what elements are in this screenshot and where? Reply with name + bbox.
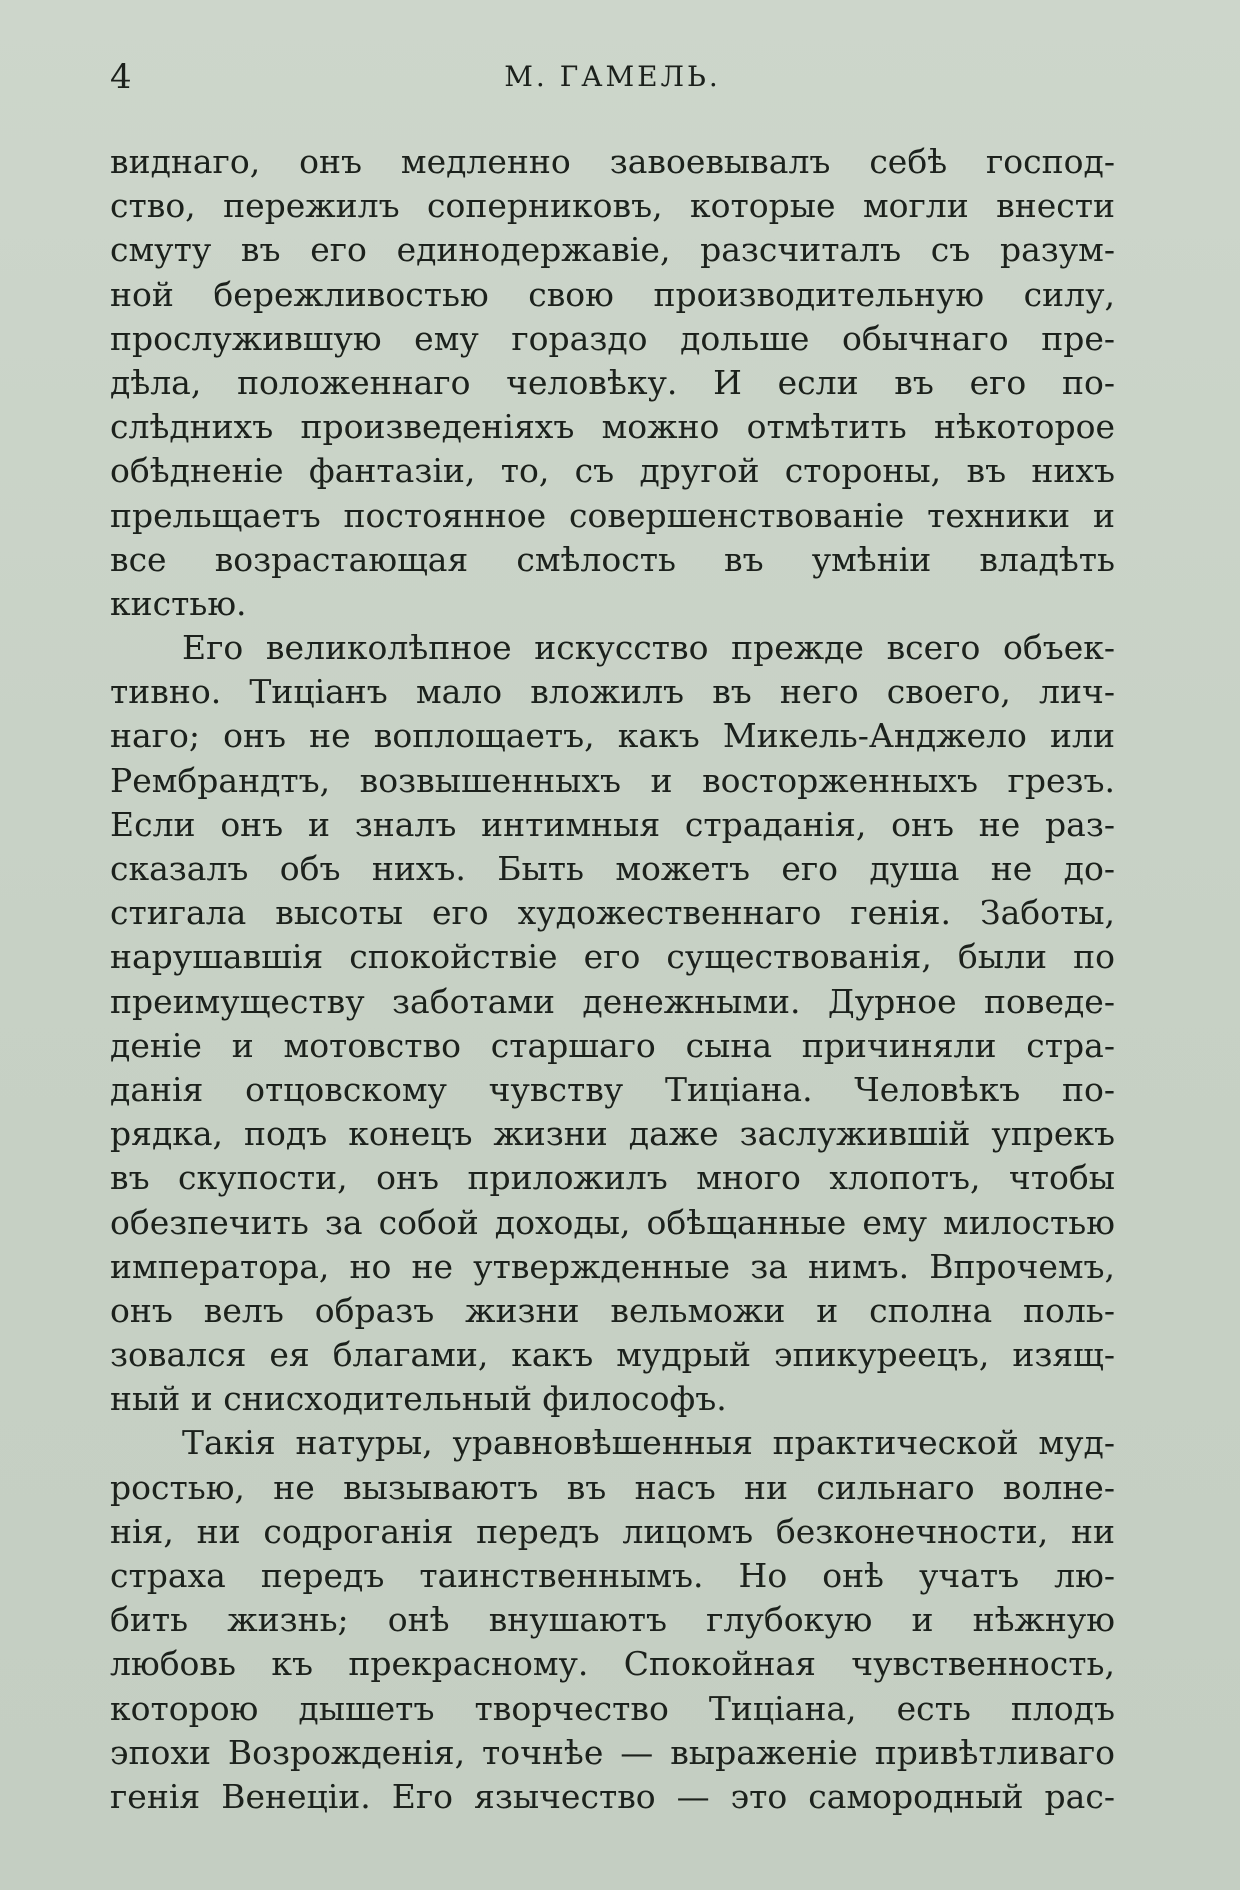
text-line: сказалъ объ нихъ. Быть можетъ его душа не до- [110, 849, 1115, 888]
text-line: обезпечить за собой доходы, обѣщанные ему милостью [110, 1202, 1115, 1242]
paragraph [110, 140, 1115, 626]
text-line: страха передъ таинственнымъ. Но онѣ учатъ лю- [110, 1556, 1115, 1595]
text-line: ный и снисходительный философъ. [110, 1379, 727, 1419]
text-line: стигала высоты его художественнаго генія. Заботы, [110, 893, 1115, 933]
text-line: нарушавшія спокойствіе его существованія, были по [110, 937, 1115, 977]
text-line: прослужившую ему гораздо дольше обычнаго пре- [110, 318, 1115, 358]
paragraph [110, 626, 1115, 1421]
text-line: преимуществу заботами денежными. Дурное поведе- [110, 981, 1115, 1021]
page-header [110, 52, 1115, 102]
text-line: ство, пережилъ соперниковъ, которые могли внести [110, 186, 1115, 226]
text-line: рядка, подъ конецъ жизни даже заслужившій упрекъ [110, 1114, 1115, 1154]
text-line: виднаго, онъ медленно завоевывалъ себѣ господ- [110, 142, 1115, 181]
text-line: любовь къ прекрасному. Спокойная чувственность, [110, 1644, 1115, 1684]
text-line: онъ велъ образъ жизни вельможи и сполна поль- [110, 1290, 1115, 1330]
text-line: Если онъ и зналъ интимныя страданія, онъ не раз- [110, 804, 1115, 844]
text-line: наго; онъ не воплощаетъ, какъ Микель-Анджело или [110, 716, 1115, 756]
text-line: императора, но не утвержденные за нимъ. Впрочемъ, [110, 1246, 1115, 1286]
text-line: въ скупости, онъ приложилъ много хлопотъ, чтобы [110, 1158, 1115, 1198]
page-number: 4 [110, 57, 132, 97]
running-head: М. ГАМЕЛЬ. [504, 60, 721, 93]
text-line: данія отцовскому чувству Тиціана. Человѣкъ по- [110, 1069, 1115, 1109]
text-line: эпохи Возрожденія, точнѣе — выраженіе привѣтливаго [110, 1732, 1115, 1772]
text-line: все возрастающая смѣлость въ умѣніи владѣть [110, 539, 1115, 579]
text-line: ростью, не вызываютъ въ насъ ни сильнаго волне- [110, 1467, 1115, 1507]
text-line: кистью. [110, 583, 247, 623]
text-line: прельщаетъ постоянное совершенствованіе техники и [110, 495, 1115, 535]
text-line: смуту въ его единодержавіе, разсчиталъ съ разум- [110, 230, 1115, 270]
text-line: зовался ея благами, какъ мудрый эпикуреецъ, изящ- [110, 1335, 1115, 1375]
text-line: бить жизнь; онѣ внушаютъ глубокую и нѣжную [110, 1600, 1115, 1640]
text-line: обѣдненіе фантазіи, то, съ другой стороны, въ нихъ [110, 451, 1115, 491]
text-line: Его великолѣпное искусство прежде всего объек- [182, 628, 1115, 668]
text-line: Рембрандтъ, возвышенныхъ и восторженныхъ грезъ. [110, 760, 1115, 800]
text-line: нія, ни содроганія передъ лицомъ безконечности, ни [110, 1511, 1115, 1551]
text-line: тивно. Тиціанъ мало вложилъ въ него своего, лич- [110, 672, 1115, 712]
text-line: слѣднихъ произведеніяхъ можно отмѣтить нѣкоторое [110, 407, 1115, 447]
text-line: дѣла, положеннаго человѣку. И если въ его по- [110, 362, 1115, 402]
text-line: которою дышетъ творчество Тиціана, есть плодъ [110, 1688, 1115, 1728]
text-line: ной бережливостью свою производительную силу, [110, 274, 1115, 314]
text-line: генія Венеціи. Его язычество — это самородный рас- [110, 1776, 1115, 1816]
body-text [110, 140, 1115, 1819]
text-line: деніе и мотовство старшаго сына причиняли стра- [110, 1025, 1115, 1065]
paragraph [110, 1421, 1115, 1819]
text-line: Такія натуры, уравновѣшенныя практической муд- [182, 1423, 1115, 1463]
